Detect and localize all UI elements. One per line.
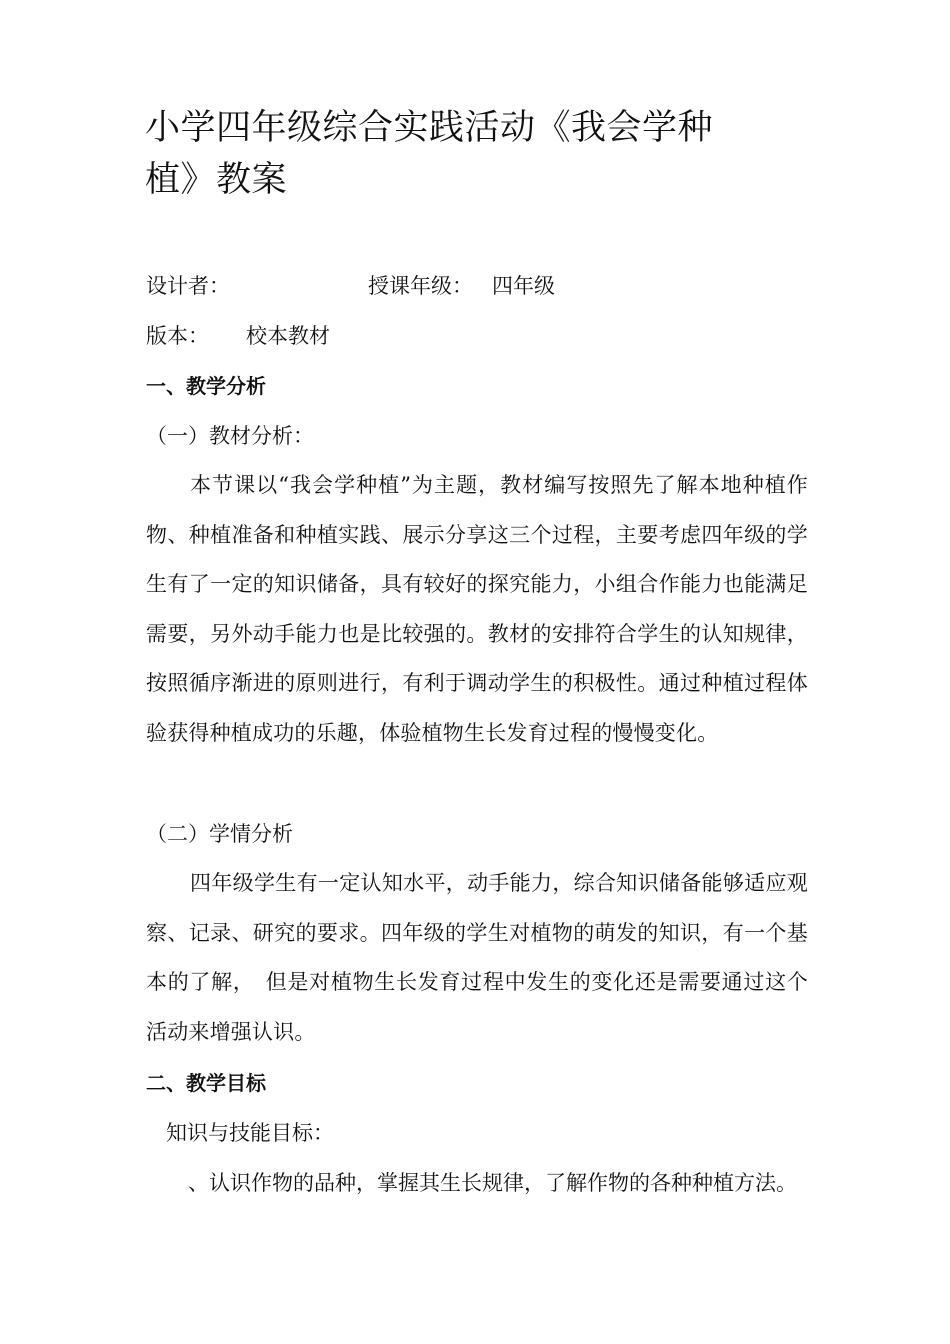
document-title: [145, 102, 745, 206]
section-heading-objectives: 二、教学目标: [146, 1071, 266, 1095]
edition-value: 校本教材: [246, 324, 330, 348]
objective-item-1: 、认识作物的品种，掌握其生长规律，了解作物的各种种植方法。: [188, 1171, 797, 1195]
title-line-1: 小学四年级综合实践活动《我会学种: [145, 108, 714, 148]
section-heading-analysis: 一、教学分析: [146, 374, 266, 398]
grade-value: 四年级: [492, 274, 555, 298]
designer-label: 设计者：: [146, 274, 230, 298]
subheading-student-analysis: （二）学情分析: [146, 822, 293, 846]
edition-label: 版本：: [146, 324, 209, 348]
subheading-knowledge-objectives: 知识与技能目标：: [166, 1121, 334, 1145]
title-line-2: 植》教案: [145, 160, 288, 200]
subheading-material-analysis: （一）教材分析：: [146, 424, 314, 448]
paragraph-material-analysis: 本节课以“我会学种植”为主题，教材编写按照先了解本地种植作物、种植准备和种植实践、展示分享这三个过程，主要考虑四年级的学生有了一定的知识储备，具有较好的探究能力，小组合作能力也能满足需要，另外动手能力也是比较强的。教材的安排符合学生的认知规律，按照循序渐进的原则进行，有利于调动学生的积极性。通过种植过程体验获得种植成功的乐趣，体验植物生长发育过程的慢慢变化。: [146, 473, 808, 745]
paragraph-student-analysis: 四年级学生有一定认知水平，动手能力，综合知识储备能够适应观察、记录、研究的要求。四年级的学生对植物的萌发的知识，有一个基本的了解， 但是对植物生长发育过程中发生的变化还是需要通过这个活动来增强认识。: [146, 871, 808, 1044]
grade-label: 授课年级：: [368, 274, 473, 298]
